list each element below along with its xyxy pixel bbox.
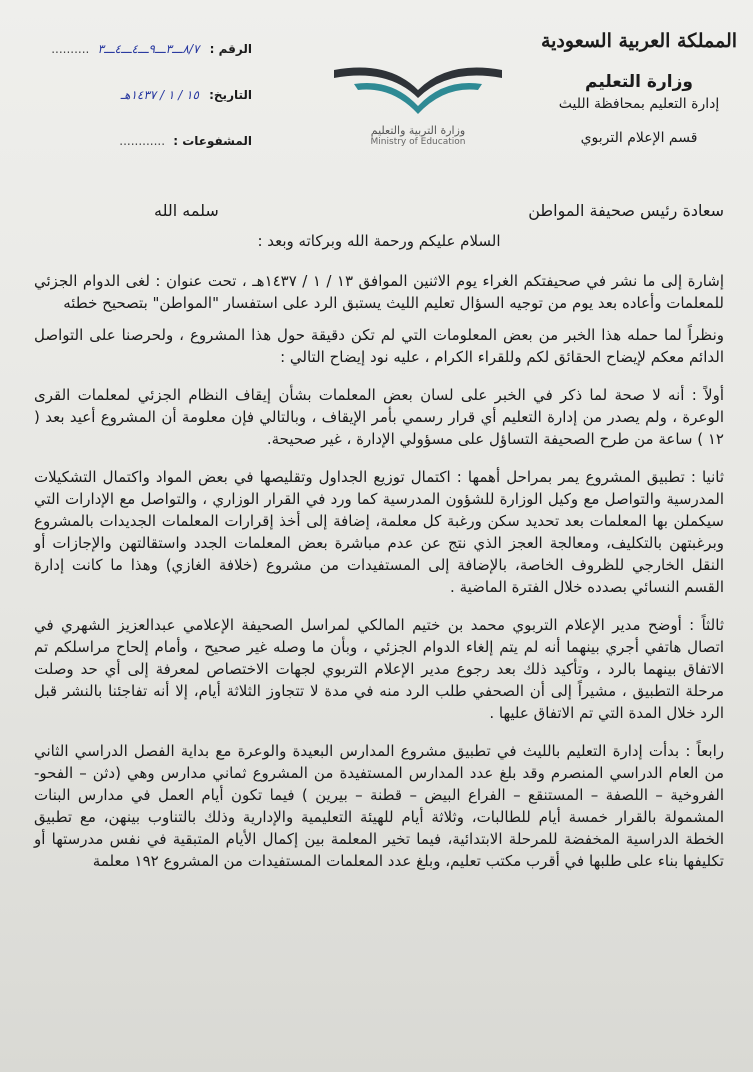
ministry-name: وزارة التعليم	[585, 72, 693, 92]
ref-label: الرقم :	[209, 42, 252, 56]
greeting: السلام عليكم ورحمة الله وبركاته وبعد :	[257, 232, 501, 250]
open-book-icon	[328, 58, 508, 118]
paragraph-context: ونظراً لما حمله هذا الخبر من بعض المعلومات التي لم تكن دقيقة حول هذا المشروع ، ولحرصنا على التواصل الدائم معكم لإيضاح الحقائق لكم وللقراء الكرام ، عليه نود إيضاح التالي :	[34, 326, 724, 366]
recipient: سعادة رئيس صحيفة المواطن	[528, 201, 724, 220]
paragraph-intro: إشارة إلى ما نشر في صحيفتكم الغراء يوم الاثنين الموافق ١٣ / ١ / ١٤٣٧هـ ، تحت عنوان : لغى الدوام الجزئي للمعلمات وأعاده بعد يوم من توجيه السؤال تعليم الليث يستبق الرد على استفسار "المواطن" بتصحيح خطئه	[34, 272, 725, 312]
paragraph-fourth: رابعاً : بدأت إدارة التعليم بالليث في تطبيق مشروع المدارس البعيدة والوعرة مع بداية الفصل الدراسي الثاني من العام الدراسي المنصرم وقد بلغ عدد المدارس المستفيدة من المشروع ثماني مدارس وهي (دثن – الفحو- الفروخية – اللصفة – المستنقع – الفراع البيض – قطنة – بيرين ) فيما تكون أيام العمل في مدارس البنات المشمولة بالقرار خمسة أيام للطالبات، وثلاثة أيام للهيئة التعليمية والإدارية وذلك بالتناوب بينهن، مع تطبيق الخطة الدراسية المخفضة للمرحلة الابتدائية، فيما تخير المعلمة بين إكمال الأيام المتبقية في نفس مدرستها أو تكليفها بناء على طلبها في أقرب مكتب تعليم، وبلغ عدد المعلمات المستفيدات من المشروع ١٩٢ معلمة	[34, 742, 724, 870]
letter-body	[34, 200, 724, 888]
logo-english-text: Ministry of Education	[370, 137, 466, 147]
date-value: ١٥ / ١ / ١٤٣٧هـ	[120, 88, 199, 102]
date-row	[52, 88, 252, 108]
recipient-line	[34, 200, 724, 226]
ministry-logo	[318, 58, 518, 147]
logo-arabic-text: وزارة التربية والتعليم	[370, 124, 466, 137]
letterhead-left	[52, 42, 252, 154]
ref-row	[52, 42, 252, 62]
paragraph-third: ثالثاً : أوضح مدير الإعلام التربوي محمد بن ختيم المالكي لمراسل الصحيفة الإعلامي عبدالعزيز الشهري في اتصال هاتفي أجري بينهما أنه لم يتم إلغاء الدوام الجزئي ، وبأن ما وصله غير صحيح ، وأمام إلحاح مراسلكم تم الاتفاق بينهما بالرد ، وتأكيد ذلك بعد رجوع مدير الإعلام التربوي لجهات الاختصاص لمعرفة إلى أي حد وصلت مرحلة التطبيق ، مشيراً إلى أن الصحفي طلب الرد منه في مدة لا تتجاوز الثلاثة أيام، إلا أنه تفاجئنا بالنشر قبل الرد خلال المدة التي تم الاتفاق عليها .	[34, 616, 724, 722]
paragraph-first: أولاً : أنه لا صحة لما ذكر في الخبر على لسان بعض المعلمات بشأن إيقاف النظام الجزئي لمعلمات القرى الوعرة ، ولم يصدر من إدارة التعليم أي قرار رسمي بأمر الإيقاف ، وبالتالي فإن معلومة أن المشروع أعيد بعد ( ١٢ ) ساعة من طرح الصحيفة التساؤل على مسؤولي الإدارة ، غير صحيحة.	[34, 386, 724, 448]
ref-value: ٨/٧ـــ٣ـــ٩ـــ٤ـــ٤ـــ٣	[97, 42, 200, 56]
attachments-row	[52, 134, 252, 154]
kingdom-title: المملكة العربية السعودية	[540, 30, 738, 52]
paragraph-second: ثانيا : تطبيق المشروع يمر بمراحل أهمها : اكتمال توزيع الجداول وتقليصها في بعض المواد واكتمال التشكيلات المدرسية والتواصل مع وكيل الوزارة للشؤون المدرسية كما ورد في القرار الوزاري ، والتواصل مع الإدارات التي سيكملن بها المعلمات بعد تحديد سكن ورغبة كل معلمة، إضافة إلى أخذ إقرارات المعلمات الجديدات بالمشروع وبرغبتهن بالتكليف، ومعالجة العجز الذي نتج عن عدم مباشرة بعض المعلمات الجدد واستقالتهن والإجازات أو النقل الخارجي للظروف الخاصة، بالإضافة إلى المستفيدات من مشروع (خلافة الغازي) وهذا ما كانت إدارة القسم النسائي بصدده خلال الفترة الماضية .	[34, 468, 724, 596]
salutation: سلمه الله	[154, 201, 219, 220]
attachments-value: ............	[119, 134, 166, 148]
attachments-label: المشفوعات :	[173, 134, 252, 148]
ref-dots: ..........	[51, 42, 90, 56]
date-label: التاريخ:	[209, 88, 252, 102]
department-name: قسم الإعلام التربوي	[580, 130, 698, 146]
administration-name: إدارة التعليم بمحافظة الليث	[558, 96, 720, 112]
letterhead-right	[539, 30, 739, 146]
